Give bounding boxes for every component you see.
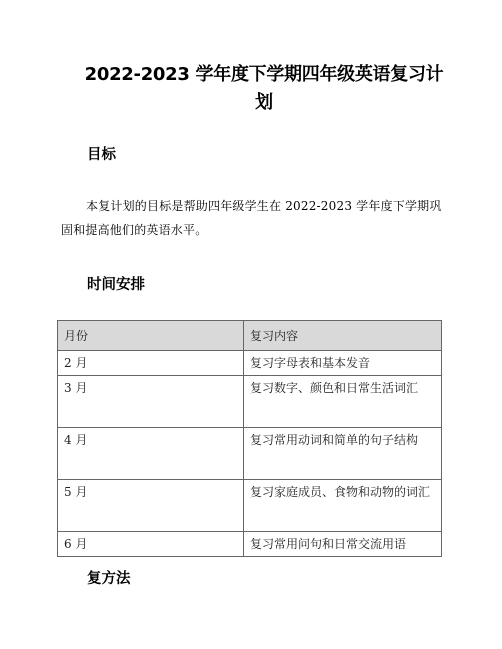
- table-row: [58, 376, 442, 428]
- content-cell: 复习家庭成员、食物和动物的词汇: [244, 480, 442, 532]
- month-cell: 2 月: [58, 351, 244, 376]
- content-cell: 复习常用问句和日常交流用语: [244, 532, 442, 557]
- section-heading-goal: 目标: [87, 147, 116, 163]
- month-cell: 3 月: [58, 376, 244, 428]
- header-content: 复习内容: [244, 321, 442, 351]
- content-cell: 复习数字、颜色和日常生活词汇: [244, 376, 442, 428]
- document-title: 2022-2023 学年度下学期四年级英语复习计划: [84, 64, 444, 113]
- month-cell: 5 月: [58, 480, 244, 532]
- month-cell: 6 月: [58, 532, 244, 557]
- goal-paragraph: 本复计划的目标是帮助四年级学生在 2022-2023 学年度下学期巩固和提高他们的英语水平。: [61, 199, 442, 237]
- section-heading-method: 复方法: [87, 571, 131, 587]
- table-row: [58, 532, 442, 557]
- content-cell: 复习字母表和基本发音: [244, 351, 442, 376]
- month-cell: 4 月: [58, 428, 244, 480]
- table-row: [58, 428, 442, 480]
- table-row: [58, 480, 442, 532]
- content-cell: 复习常用动词和简单的句子结构: [244, 428, 442, 480]
- table-row: [58, 351, 442, 376]
- schedule-table: [57, 320, 442, 557]
- section-heading-schedule: 时间安排: [87, 277, 145, 293]
- header-month: 月份: [58, 321, 244, 351]
- table-header-row: [58, 321, 442, 351]
